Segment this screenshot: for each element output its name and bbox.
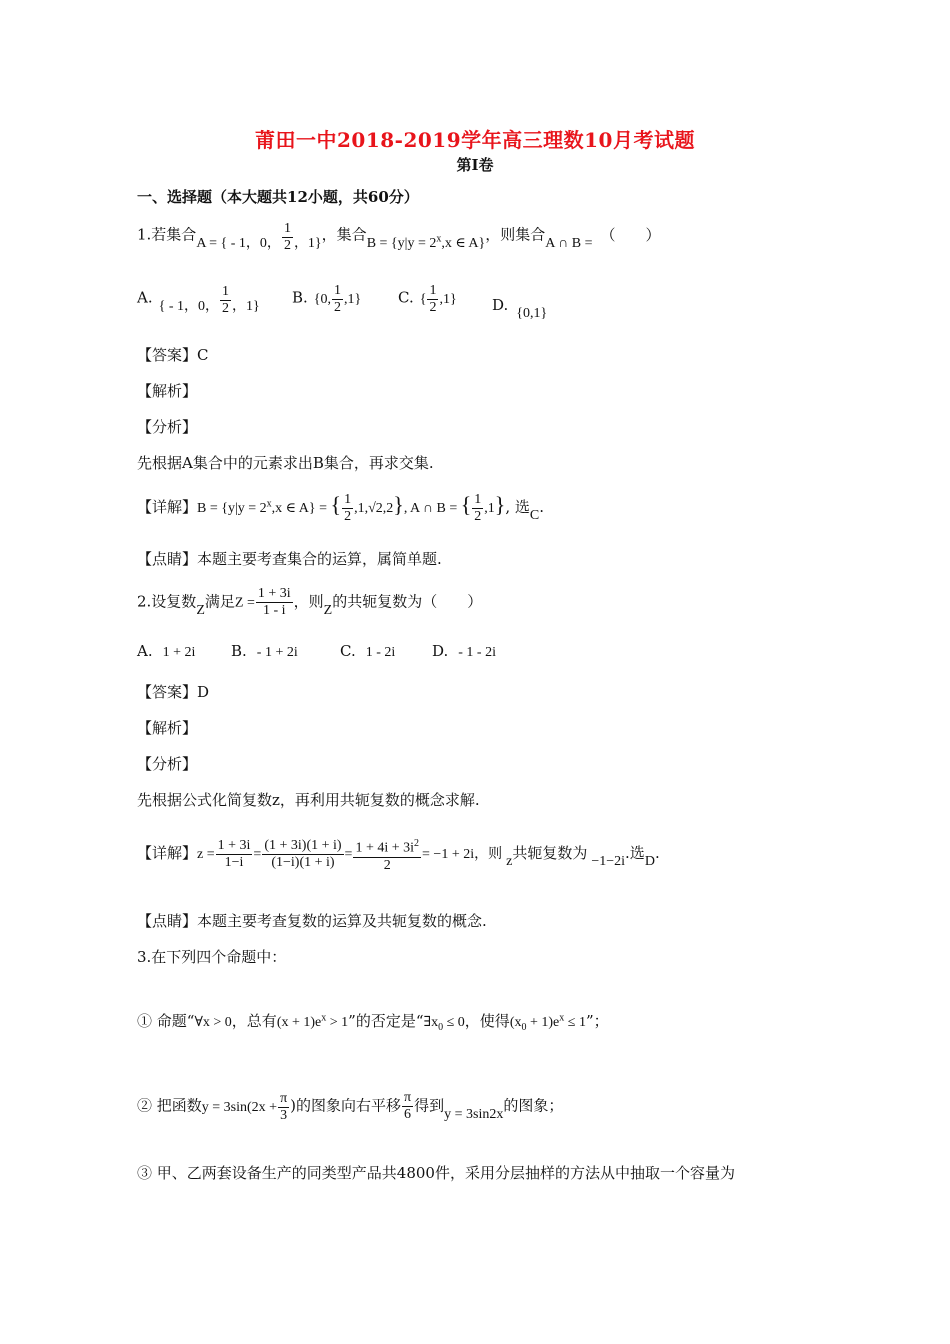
q1-comment: 【点睛】本题主要考查集合的运算，属简单题.: [137, 550, 442, 568]
proposition-2: ② 把函数y = 3sin(2x + $\frac{\pi}{3}$ )的图象向右平移 $\frac{\pi}{6}$ 得到y = 3sin2x的图象；: [137, 1090, 564, 1123]
question-3-stem: 3.在下列四个命题中：: [137, 948, 287, 966]
q2-fenxi: 【分析】: [137, 755, 198, 773]
q1-option-a: A. { - 1，0， $\frac{1}{2}$ ，1}: [137, 284, 260, 316]
section-heading: 一、选择题（本大题共12小题，共60分）: [137, 188, 419, 206]
question-1-stem: 1.若集合A = { - 1，0， $\frac{1}{2}$ ，1}，集合$B = \{y|y = 2^x,x$ ∈ A}，则集合A ∩ B = （ ）: [137, 221, 661, 253]
q1-option-c: C. { $\frac{1}{2}$ ,1}: [398, 283, 457, 315]
question-2-stem: 2.设复数Z满足Z = $\frac{1 + 3i}{1 - i}$ ，则Z的共轭复数为（ ）: [137, 586, 483, 618]
document-title: 莆田一中2018-2019学年高三理数10月考试题: [255, 128, 695, 152]
q2-answer: 【答案】D: [137, 683, 210, 701]
proposition-1: ① 命题“∀x > 0，总有$(x + 1)e^x > 1$”的否定是“$\exists x_0 \le 0$，使得$(x_0 + 1)e^x \le 1$”；: [137, 1012, 609, 1033]
proposition-3: ③ 甲、乙两套设备生产的同类型产品共4800件，采用分层抽样的方法从中抽取一个容量为: [137, 1164, 735, 1182]
intersection: A ∩ B =: [545, 235, 593, 251]
q2-analysis: 先根据公式化简复数z，再利用共轭复数的概念求解.: [137, 791, 480, 809]
q2-jiexi: 【解析】: [137, 719, 198, 737]
q2-detail: 【详解】z = $\frac{1 + 3i}{1-i}$ = $\frac{(1 + 3i)(1 + i)}{(1-i)(1 + i)}$ = $\frac{1 + 4i + 3i^2}{2}$ = −1 + 2i，则 z共轭复数为 −1−2i.选D.: [137, 838, 660, 873]
volume-label: 第Ⅰ卷: [456, 156, 494, 174]
q1-fenxi: 【分析】: [137, 418, 198, 436]
q2-comment: 【点睛】本题主要考查复数的运算及共轭复数的概念.: [137, 912, 487, 930]
q1-answer: 【答案】C: [137, 346, 209, 364]
q1-option-b: B. {0, $\frac{1}{2}$ ,1}: [292, 283, 362, 315]
q1-jiexi: 【解析】: [137, 382, 198, 400]
q2-option-d: D. - 1 - 2i: [432, 642, 496, 660]
q2-option-b: B. - 1 + 2i: [231, 642, 298, 660]
set-b: $B = \{y|y = 2^x,x$ ∈ A}: [366, 233, 486, 251]
q2-option-c: C. 1 - 2i: [340, 642, 396, 660]
q1-option-d: D. {0,1}: [492, 296, 548, 321]
q1-analysis: 先根据A集合中的元素求出B集合，再求交集.: [137, 454, 434, 472]
q1-detail: 【详解】$B = \{y|y = 2^x,x$ ∈ A} = { $\frac{1}{2}$ ,1,√2,2}, A ∩ B = { $\frac{1}{2}$ ,1}, 选C.: [137, 492, 545, 525]
set-a: A = { - 1，0， $\frac{1}{2}$ ，1}: [196, 221, 322, 253]
q2-option-a: A. 1 + 2i: [137, 642, 196, 660]
